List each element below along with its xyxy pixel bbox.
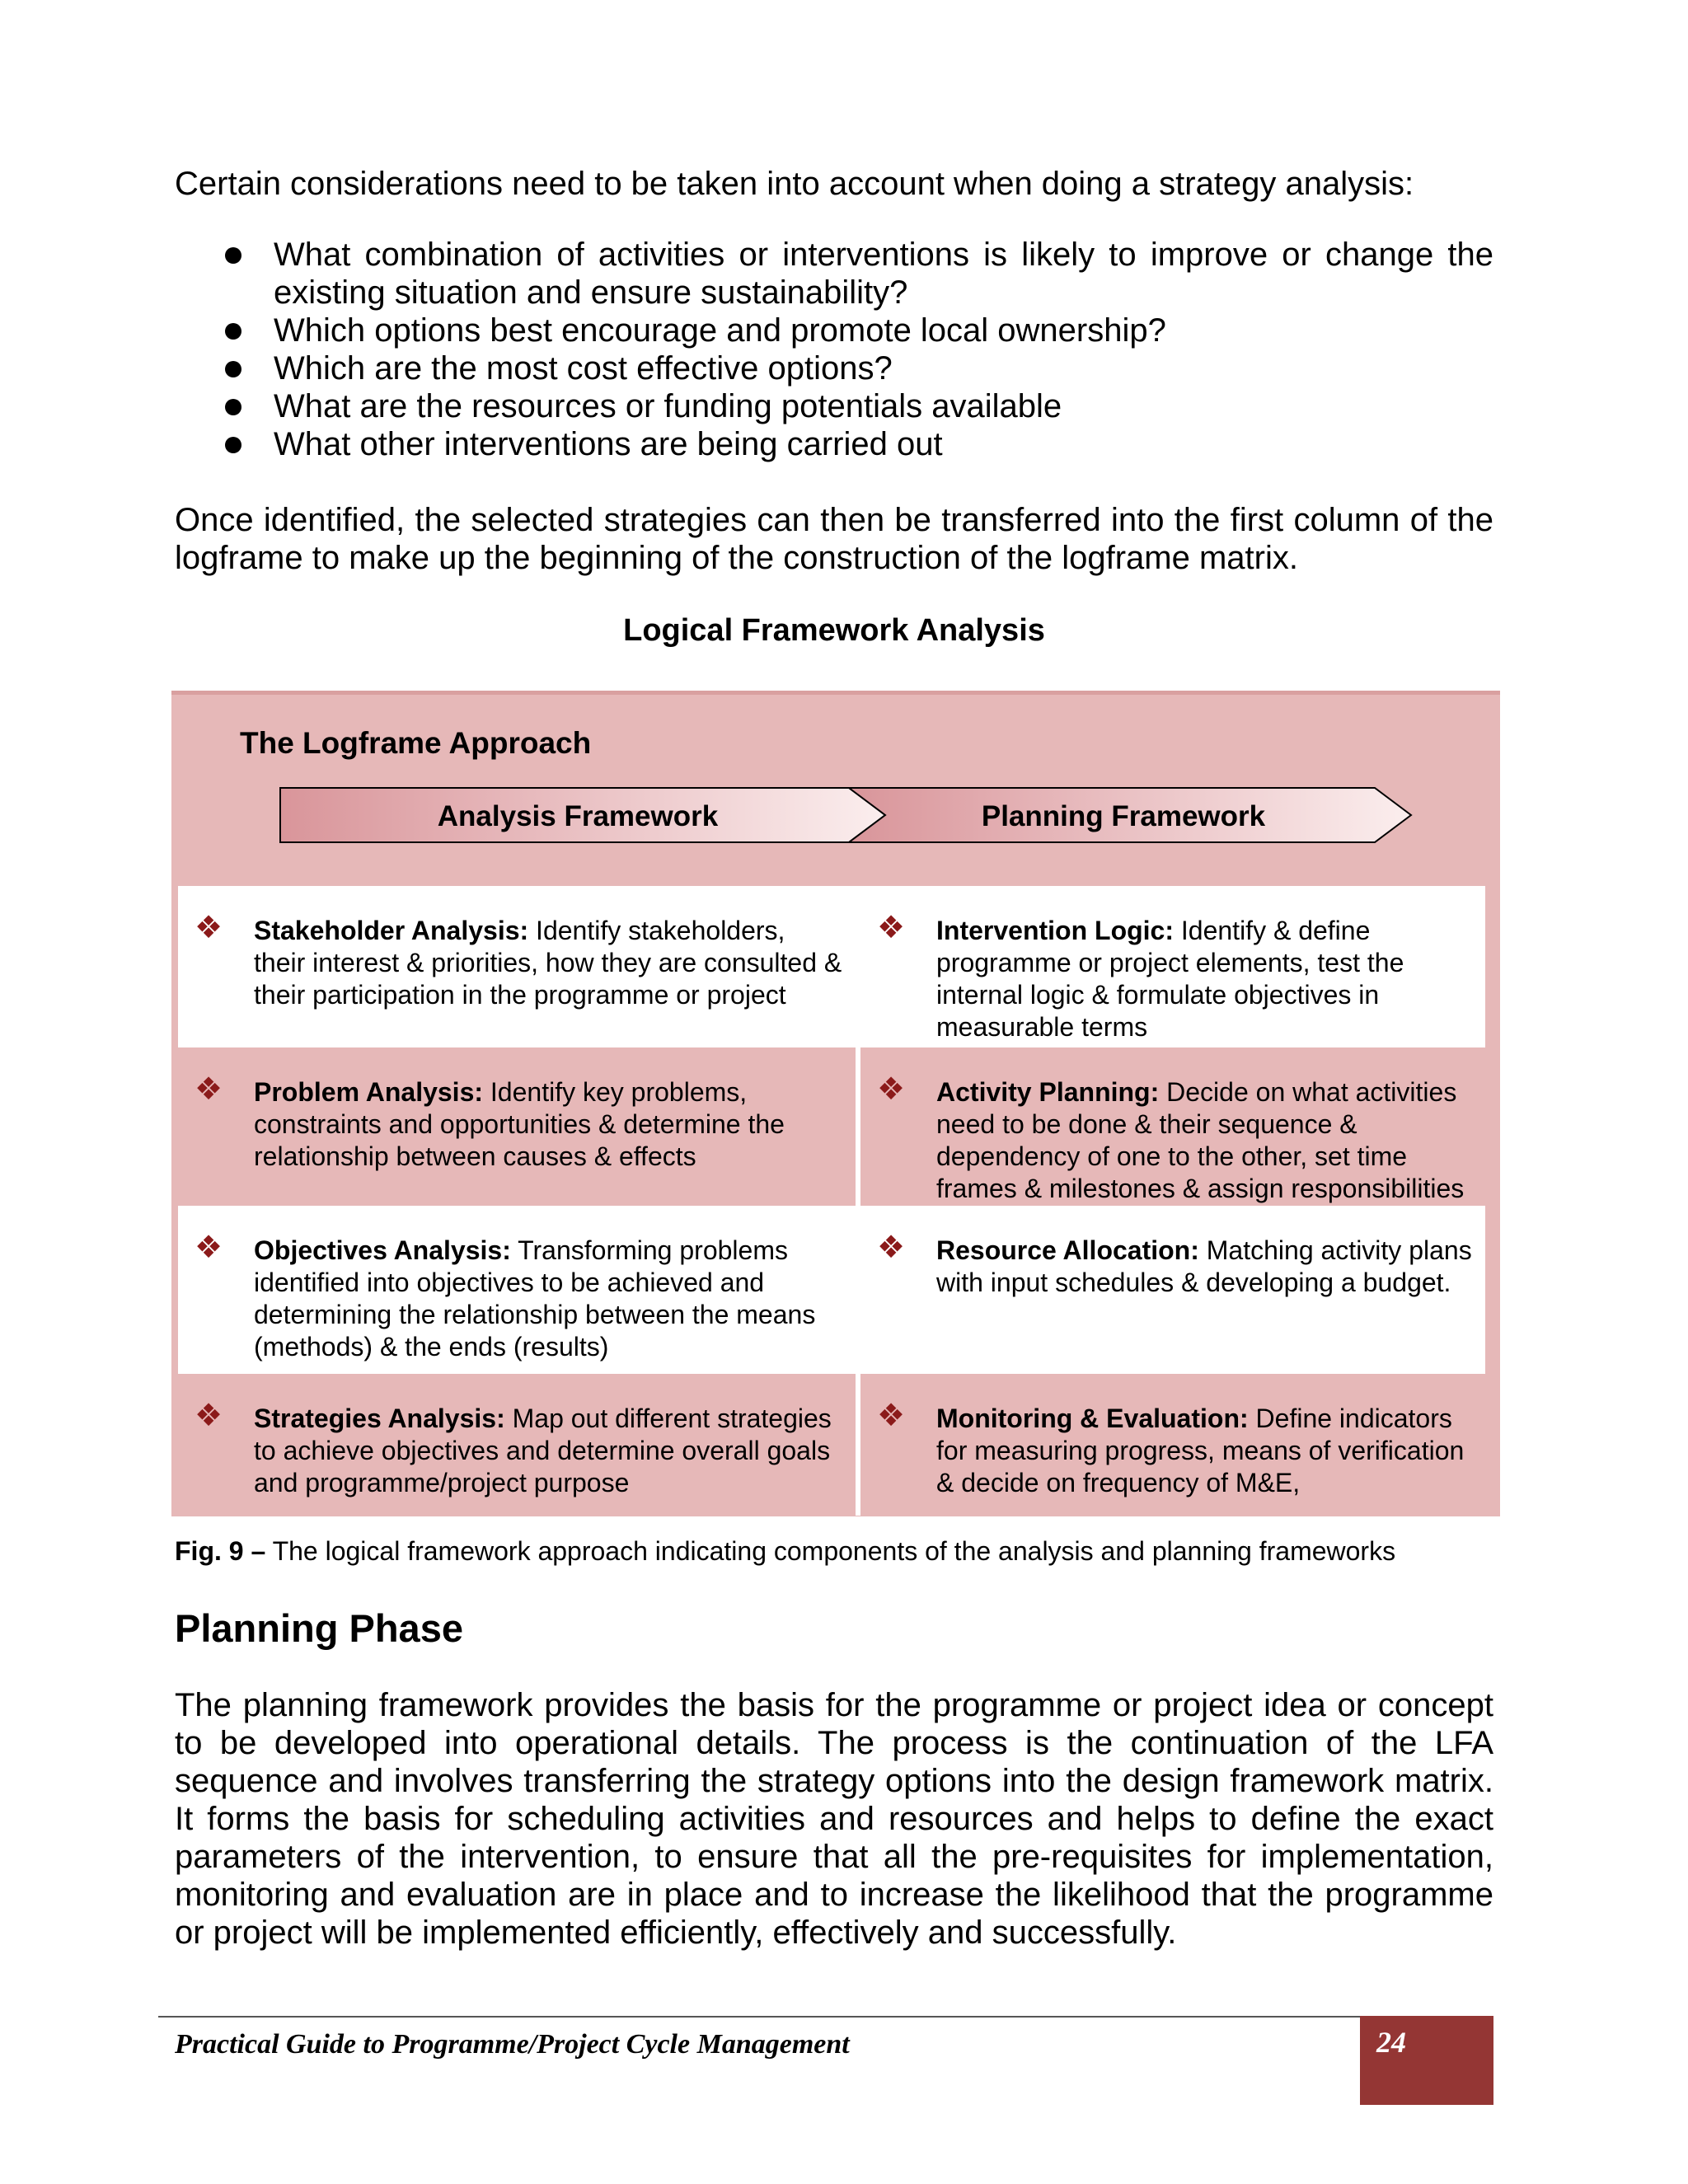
strategies-analysis-cell: ❖ Strategies Analysis: Map out different strategies to achieve objectives and determine overall goals and programme/project purpose: [171, 1374, 856, 1516]
figure-caption: Fig. 9 – The logical framework approach indicating components of the analysis and planning frameworks: [175, 1536, 1396, 1566]
resource-allocation-cell: ❖ Resource Allocation: Matching activity plans with input schedules & developing a budget.: [860, 1206, 1485, 1374]
diamond-bullet-icon: ❖: [195, 1071, 223, 1107]
diamond-bullet-icon: ❖: [195, 909, 223, 945]
considerations-list: [175, 236, 1493, 463]
section-title: Planning Phase: [175, 1606, 463, 1650]
planning-framework-label: Planning Framework: [981, 800, 1266, 832]
activity-planning-cell: ❖ Activity Planning: Decide on what activities need to be done & their sequence & dependency of one to the other, set time frames & milestones & assign responsibilities: [860, 1047, 1485, 1206]
bullet-icon: [225, 361, 241, 377]
page-number: 24: [1360, 2016, 1493, 2105]
monitoring-evaluation-cell: ❖ Monitoring & Evaluation: Define indicators for measuring progress, means of verification & decide on frequency of M&E,: [860, 1374, 1500, 1516]
column-divider: [856, 886, 860, 1516]
diamond-bullet-icon: ❖: [877, 1071, 906, 1107]
list-item: Which are the most cost effective options?: [274, 349, 1493, 387]
list-item: What are the resources or funding potentials available: [274, 387, 1493, 425]
intervention-logic-cell: ❖ Intervention Logic: Identify & define programme or project elements, test the internal logic & formulate objectives in measurable terms: [860, 886, 1485, 1047]
list-item: What other interventions are being carried out: [274, 425, 1493, 463]
bullet-icon: [225, 399, 241, 415]
list-item: What combination of activities or interventions is likely to improve or change the existing situation and ensure sustainability?: [274, 236, 1493, 312]
intro-paragraph: Certain considerations need to be taken into account when doing a strategy analysis:: [175, 166, 1414, 202]
objectives-analysis-cell: ❖ Objectives Analysis: Transforming problems identified into objectives to be achieved and determining the relationship between the means (methods) & the ends (results): [178, 1206, 856, 1374]
diamond-bullet-icon: ❖: [195, 1397, 223, 1433]
analysis-framework-label: Analysis Framework: [437, 800, 719, 832]
framework-arrows: [171, 695, 1500, 893]
stakeholder-analysis-cell: ❖ Stakeholder Analysis: Identify stakeholders, their interest & priorities, how they are consulted & their participation in the programme or project: [178, 886, 856, 1047]
diamond-bullet-icon: ❖: [195, 1229, 223, 1265]
logframe-paragraph: Once identified, the selected strategies can then be transferred into the first column of the logframe to make up the beginning of the construction of the logframe matrix.: [175, 502, 1493, 576]
bullet-icon: [225, 247, 241, 264]
figure-heading: The Logframe Approach: [240, 726, 592, 760]
diamond-bullet-icon: ❖: [877, 909, 906, 945]
footer-title: Practical Guide to Programme/Project Cycle Management: [175, 2029, 850, 2060]
bullet-icon: [225, 437, 241, 453]
planning-paragraph: The planning framework provides the basis for the programme or project idea or concept to be developed into operational details. The process is the continuation of the LFA sequence and involves transferring the strategy options into the design framework matrix. It forms the basis for scheduling activities and resources and helps to define the exact parameters of the intervention, to ensure that all the pre-requisites for implementation, monitoring and evaluation are in place and to increase the likelihood that the programme or project will be implemented efficiently, effectively and successfully.: [175, 1687, 1493, 1951]
footer-divider: [158, 2016, 1493, 2018]
problem-analysis-cell: ❖ Problem Analysis: Identify key problems, constraints and opportunities & determine the relationship between causes & effects: [178, 1047, 856, 1206]
diamond-bullet-icon: ❖: [877, 1229, 906, 1265]
figure-title: Logical Framework Analysis: [623, 613, 1045, 648]
bullet-icon: [225, 323, 241, 340]
diamond-bullet-icon: ❖: [877, 1397, 906, 1433]
logframe-figure: [171, 691, 1500, 1516]
list-item: Which options best encourage and promote local ownership?: [274, 312, 1493, 349]
